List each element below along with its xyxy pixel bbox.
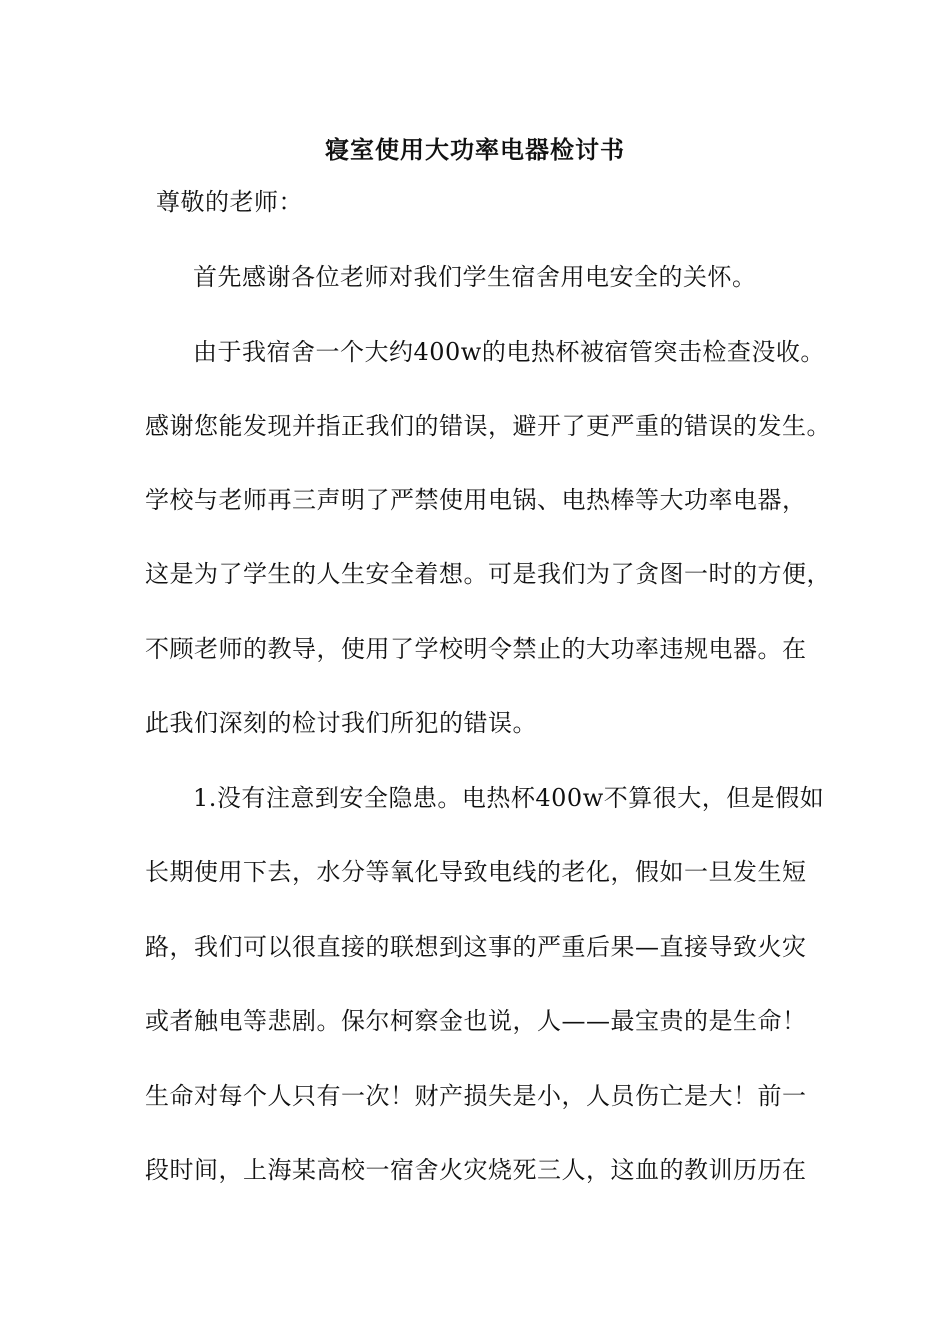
paragraph-line: 长期使用下去，水分等氧化导致电线的老化，假如一旦发生短 (145, 858, 807, 886)
paragraph-line: 生命对每个人只有一次！财产损失是小，人员伤亡是大！前一 (145, 1082, 807, 1110)
salutation: 尊敬的老师： (156, 188, 303, 216)
paragraph-line: 或者触电等悲剧。保尔柯察金也说，人——最宝贵的是生命！ (145, 1007, 807, 1035)
paragraph-line: 不顾老师的教导，使用了学校明令禁止的大功率违规电器。在 (145, 635, 807, 663)
paragraph-line: 此我们深刻的检讨我们所犯的错误。 (145, 709, 537, 737)
paragraph-line: 由于我宿舍一个大约400w的电热杯被宿管突击检查没收。 (193, 338, 825, 366)
paragraph-line: 路，我们可以很直接的联想到这事的严重后果—直接导致火灾 (145, 933, 807, 961)
paragraph-line: 段时间，上海某高校一宿舍火灾烧死三人，这血的教训历历在 (145, 1156, 807, 1184)
paragraph-line: 这是为了学生的人生安全着想。可是我们为了贪图一时的方便， (145, 560, 831, 588)
paragraph-line: 感谢您能发现并指正我们的错误，避开了更严重的错误的发生。 (145, 412, 831, 440)
paragraph-line: 首先感谢各位老师对我们学生宿舍用电安全的关怀。 (193, 263, 757, 291)
document-title: 寝室使用大功率电器检讨书 (325, 136, 625, 164)
paragraph-line: 学校与老师再三声明了严禁使用电锅、电热棒等大功率电器， (145, 486, 807, 514)
paragraph-line: 1.没有注意到安全隐患。电热杯400w不算很大，但是假如 (193, 784, 825, 812)
